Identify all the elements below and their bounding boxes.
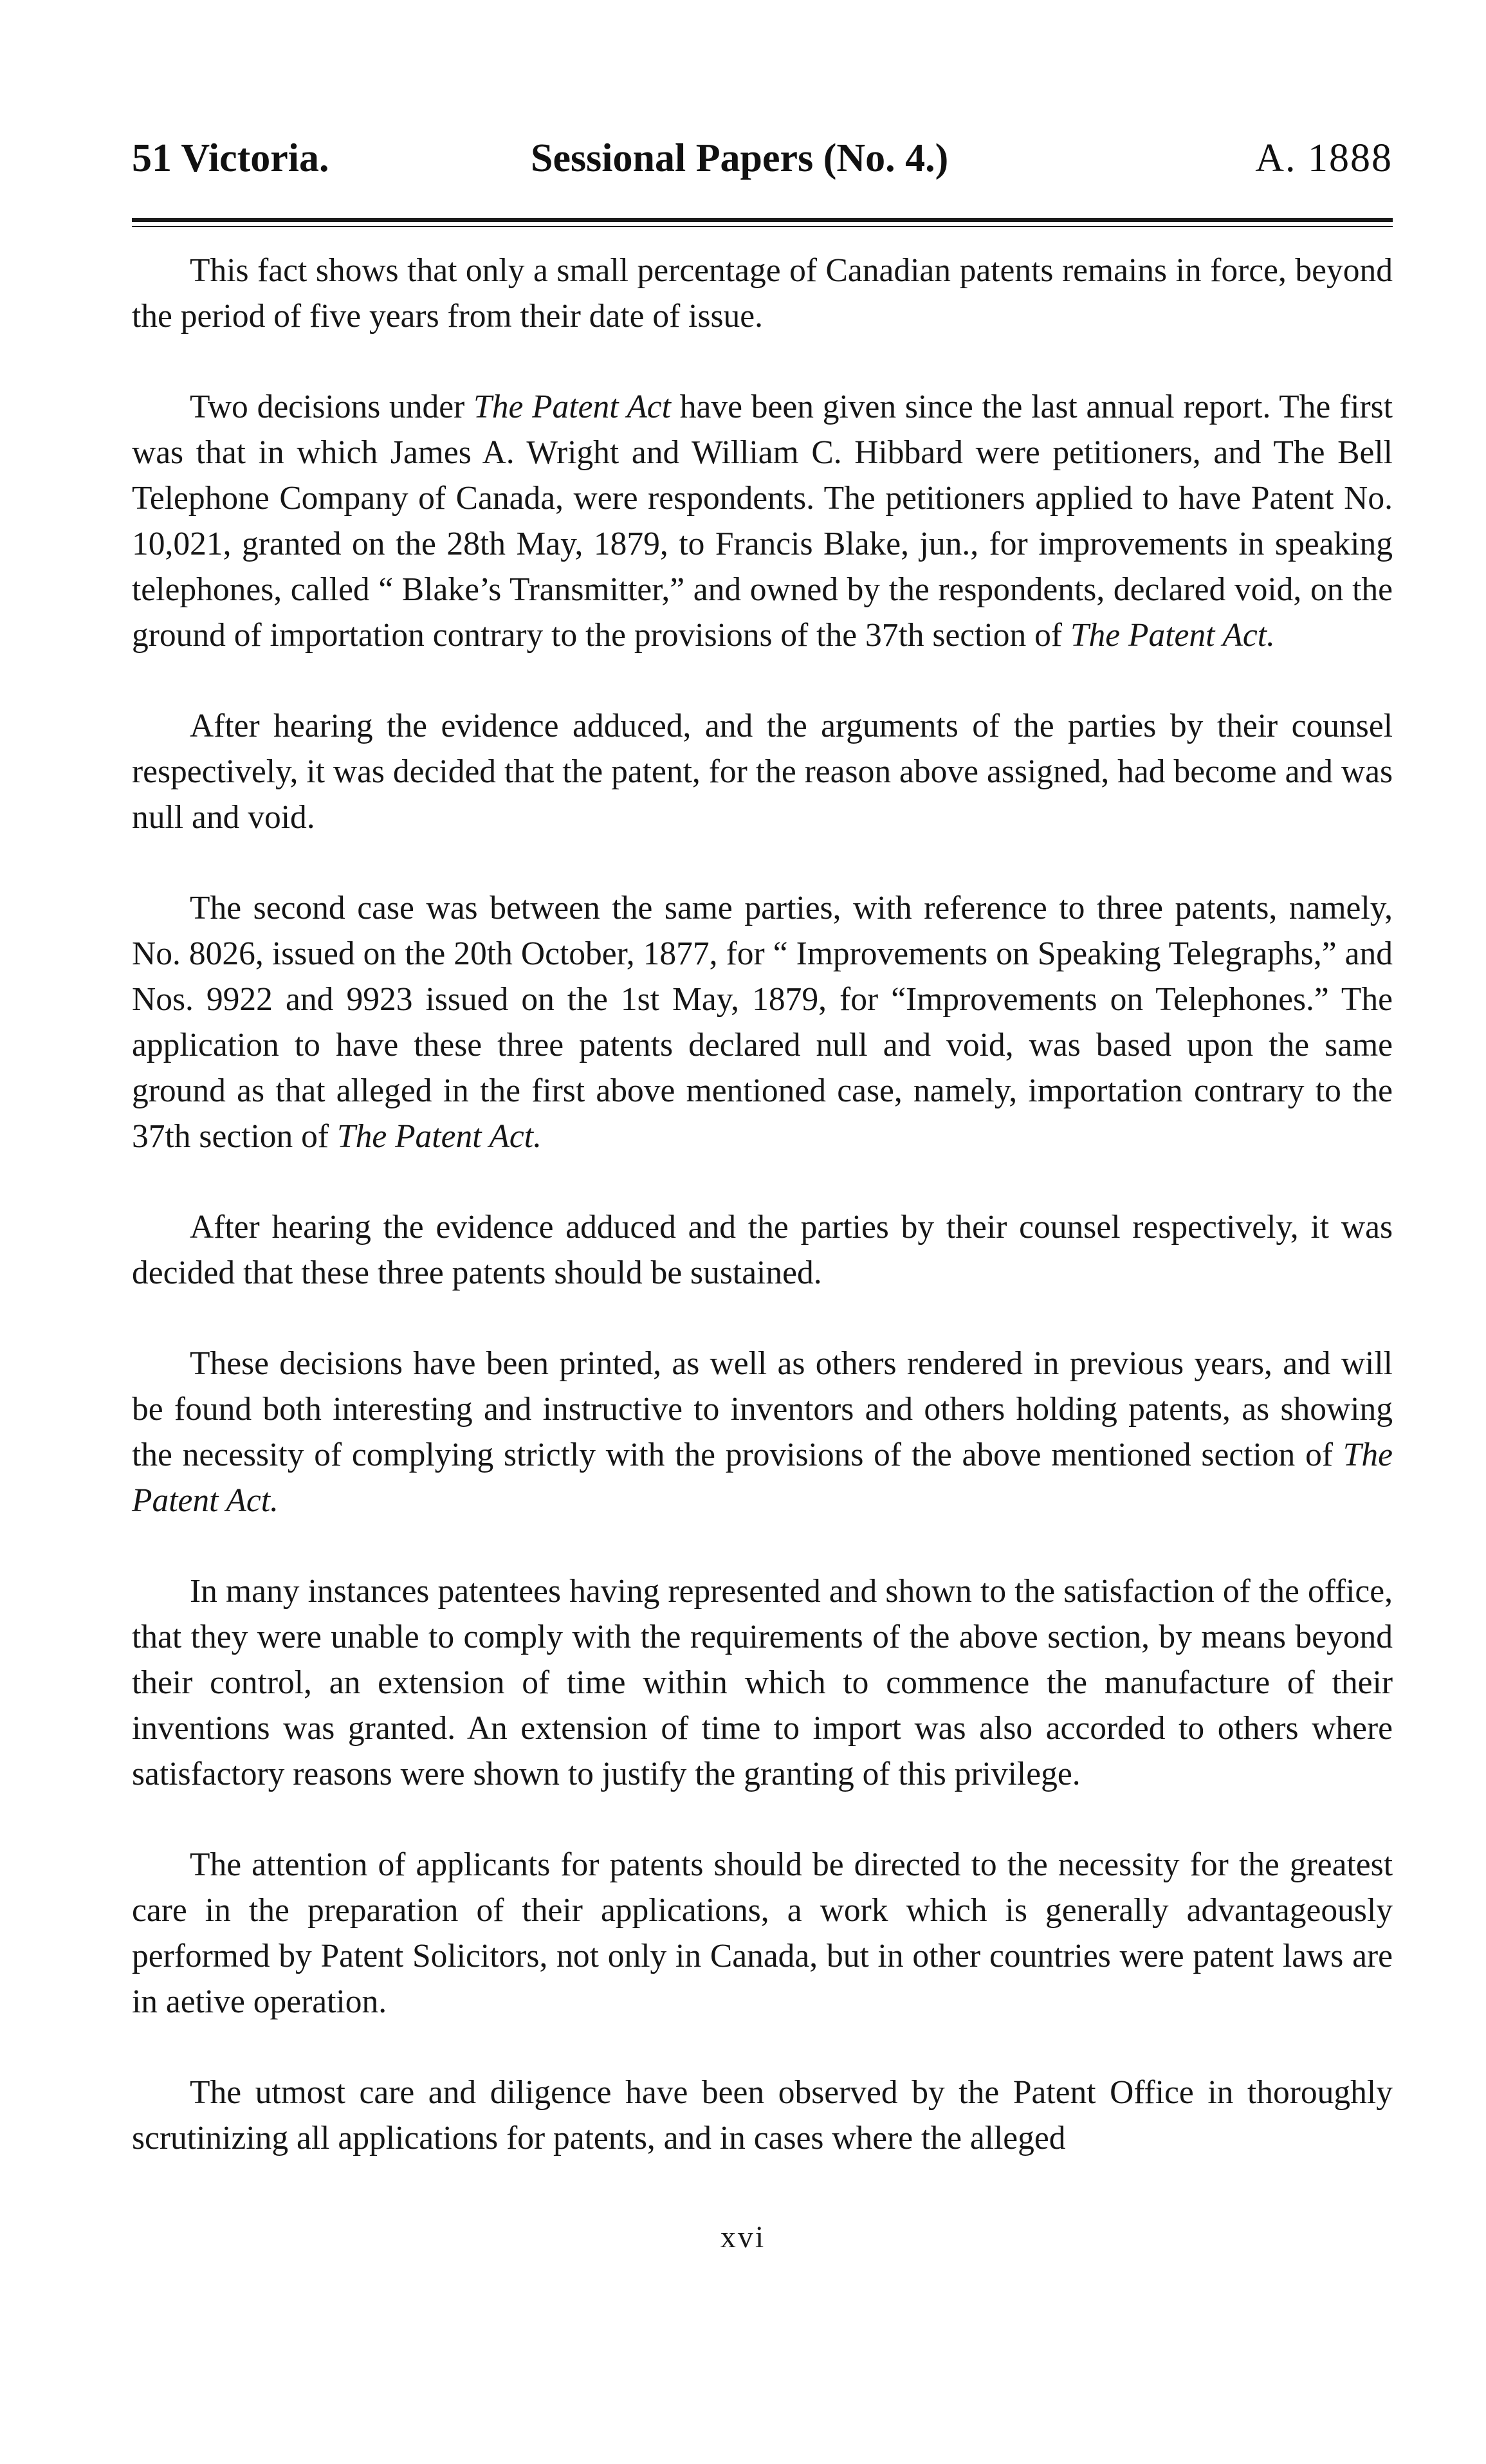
paragraph-4-text-a: The second case was between the same parties, with reference to three patents, namely, No. 8026, issued on the 20th October, 1877, for “ Improvements on Speaking Telegraphs,” and Nos. 9922 and 9923 issued on the 1st May, 1879, for “Improvements on Telephones.” The application to have these three patents declared null and void, was based upon the same ground as that alleged in the first above mentioned case, namely, importation contrary to the 37th section of	[132, 890, 1393, 1155]
paragraph-6-text-a: These decisions have been printed, as well as others rendered in previous years, and will be found both interesting and instructive to inventors and others holding patents, as showing the necessity of complying strictly with the provisions of the above mentioned section of	[132, 1345, 1393, 1473]
paragraph-5	[132, 1204, 1393, 1296]
paragraph-8-text: The attention of applicants for patents should be directed to the necessity for the greatest care in the preparation of their applications, a work which is generally advantageously performed by Patent Solicitors, not only in Canada, but in other countries were patent laws are in aetive operation.	[132, 1846, 1393, 2020]
paragraph-3	[132, 703, 1393, 840]
header-title: Sessional Papers (No. 4.)	[531, 136, 949, 180]
paragraph-2-act-title: The Patent Act	[473, 389, 671, 425]
paragraph-1-text: This fact shows that only a small percentage of Canadian patents remains in force, beyond the period of five years from their date of issue.	[132, 252, 1393, 335]
paragraph-2-text-b: have been given since the last annual report. The first was that in which James A. Wright and William C. Hibbard were petitioners, and The Bell Telephone Company of Canada, were respondents. The petitioners applied to have Patent No. 10,021, granted on the 28th May, 1879, to Francis Blake, jun., for improvements in speaking telephones, called “ Blake’s Transmitter,” and owned by the respondents, declared void, on the ground of importation contrary to the provisions of the 37th section of	[132, 389, 1393, 654]
header-year: A. 1888	[1255, 136, 1393, 180]
paragraph-9	[132, 2070, 1393, 2161]
paragraph-8	[132, 1842, 1393, 2025]
header-rule-thin	[132, 226, 1393, 227]
paragraph-6	[132, 1341, 1393, 1523]
body-text	[132, 248, 1393, 2161]
paragraph-3-text: After hearing the evidence adduced, and the arguments of the parties by their counsel respectively, it was decided that the patent, for the reason above assigned, had become and was null and void.	[132, 708, 1393, 836]
paragraph-9-text: The utmost care and diligence have been observed by the Patent Office in thoroughly scrutinizing all applications for patents, and in cases where the alleged	[132, 2074, 1393, 2156]
paragraph-2	[132, 384, 1393, 658]
paragraph-5-text: After hearing the evidence adduced and the parties by their counsel respectively, it was decided that these three patents should be sustained.	[132, 1209, 1393, 1291]
paragraph-1	[132, 248, 1393, 339]
paragraph-7-text: In many instances patentees having represented and shown to the satisfaction of the office, that they were unable to comply with the requirements of the above section, by means beyond their control, an extension of time within which to commence the manufacture of their inventions was granted. An extension of time to import was also accorded to others where satisfactory reasons were shown to justify the granting of this privilege.	[132, 1573, 1393, 1792]
paragraph-6-act-title: The Patent Act.	[132, 1437, 1393, 1519]
paragraph-2-text-a: Two decisions under	[190, 389, 474, 425]
paragraph-4-act-title: The Patent Act.	[336, 1118, 542, 1155]
running-header	[132, 126, 1393, 190]
paragraph-4	[132, 885, 1393, 1159]
header-volume: 51 Victoria.	[132, 136, 329, 180]
header-rule-thick	[132, 218, 1393, 222]
paragraph-2-act-title-2: The Patent Act.	[1070, 617, 1275, 654]
paragraph-7	[132, 1568, 1393, 1797]
page-folio: xvi	[720, 2220, 766, 2254]
